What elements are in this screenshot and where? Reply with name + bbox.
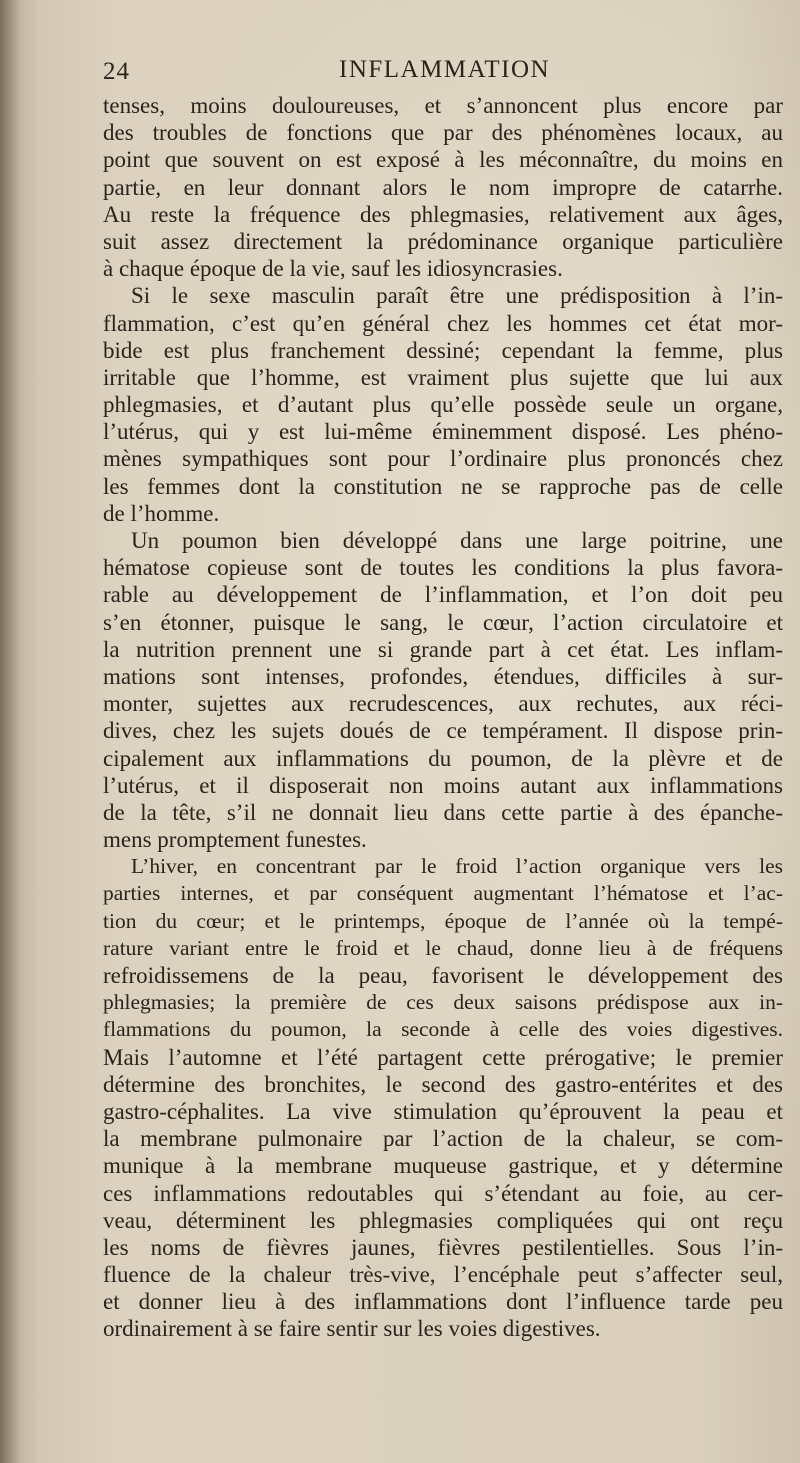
- text-line: Un poumon bien développé dans une large poitrine, une: [131, 528, 783, 553]
- gutter-shadow: [0, 0, 22, 1463]
- text-line: fluence de la chaleur très-vive, l’encéphale peut s’affecter seul,: [103, 1262, 783, 1288]
- text-line: mènes sympathiques sont pour l’ordinaire plus prononcés chez: [103, 446, 783, 472]
- page-header: [103, 58, 703, 94]
- text-line: parties internes, et par conséquent augmentant l’hématose et l’ac-: [103, 881, 783, 906]
- text-line: Au reste la fréquence des phlegmasies, relativement aux âges,: [103, 201, 783, 227]
- page-number: 24: [103, 58, 130, 85]
- text-line: la membrane pulmonaire par l’action de la chaleur, se com-: [103, 1126, 783, 1152]
- text-line: mens promptement funestes.: [103, 827, 367, 853]
- text-line: flammations du poumon, la seconde à celle des voies digestives.: [103, 1017, 783, 1042]
- text-line: à chaque époque de la vie, sauf les idiosyncrasies.: [103, 256, 563, 282]
- text-body: [103, 92, 783, 1343]
- text-line: l’utérus, qui y est lui-même éminemment disposé. Les phéno-: [103, 419, 783, 445]
- text-line: partie, en leur donnant alors le nom impropre de catarrhe.: [103, 174, 783, 200]
- running-title: INFLAMMATION: [339, 56, 551, 83]
- text-line: tenses, moins douloureuses, et s’annoncent plus encore par: [103, 93, 783, 118]
- text-line: hématose copieuse sont de toutes les conditions la plus favora-: [103, 555, 783, 581]
- text-line: veau, déterminent les phlegmasies compliquées qui ont reçu: [103, 1207, 783, 1233]
- text-line: Si le sexe masculin paraît être une prédisposition à l’in-: [131, 283, 783, 309]
- text-line: suit assez directement la prédominance organique particulière: [103, 228, 783, 254]
- text-line: phlegmasies; la première de ces deux saisons prédispose aux in-: [103, 990, 783, 1015]
- text-line: les noms de fièvres jaunes, fièvres pestilentielles. Sous l’in-: [103, 1234, 783, 1260]
- text-line: tion du cœur; et le printemps, époque de l’année où la tempé-: [103, 908, 783, 933]
- text-line: bide est plus franchement dessiné; cependant la femme, plus: [103, 337, 783, 363]
- text-line: et donner lieu à des inflammations dont l’influence tarde peu: [103, 1289, 783, 1315]
- text-line: détermine des bronchites, le second des gastro-entérites et des: [103, 1071, 783, 1097]
- text-line: s’en étonner, puisque le sang, le cœur, l’action circulatoire et: [103, 609, 783, 635]
- text-line: point que souvent on est exposé à les méconnaître, du moins en: [103, 147, 783, 173]
- text-line: des troubles de fonctions que par des phénomènes locaux, au: [103, 120, 783, 146]
- text-line: de l’homme.: [103, 500, 220, 526]
- text-line: de la tête, s’il ne donnait lieu dans cette partie à des épanche-: [103, 799, 783, 825]
- text-line: cipalement aux inflammations du poumon, de la plèvre et de: [103, 745, 783, 771]
- text-line: mations sont intenses, profondes, étendues, difficiles à sur-: [103, 663, 783, 689]
- text-line: ordinairement à se faire sentir sur les voies digestives.: [103, 1316, 601, 1342]
- text-line: rable au développement de l’inflammation, et l’on doit peu: [103, 582, 783, 608]
- text-line: rature variant entre le froid et le chaud, donne lieu à de fréquens: [103, 935, 783, 960]
- text-line: monter, sujettes aux recrudescences, aux rechutes, aux réci-: [103, 691, 783, 717]
- text-line: l’utérus, et il disposerait non moins autant aux inflammations: [103, 772, 783, 798]
- text-line: L’hiver, en concentrant par le froid l’action organique vers les: [131, 854, 783, 879]
- text-line: la nutrition prennent une si grande part à cet état. Les inflam-: [103, 636, 783, 662]
- text-line: dives, chez les sujets doués de ce tempérament. Il dispose prin-: [103, 718, 783, 744]
- text-line: ces inflammations redoutables qui s’étendant au foie, au cer-: [103, 1180, 783, 1206]
- text-line: irritable que l’homme, est vraiment plus sujette que lui aux: [103, 364, 783, 390]
- text-line: flammation, c’est qu’en général chez les hommes cet état mor-: [103, 310, 783, 336]
- text-line: gastro-céphalites. La vive stimulation qu’éprouvent la peau et: [103, 1098, 783, 1124]
- text-line: munique à la membrane muqueuse gastrique, et y détermine: [103, 1153, 783, 1179]
- text-line: les femmes dont la constitution ne se rapproche pas de celle: [103, 473, 783, 499]
- text-line: Mais l’automne et l’été partagent cette prérogative; le premier: [103, 1044, 783, 1070]
- text-line: refroidissemens de la peau, favorisent le développement des: [103, 963, 783, 988]
- text-line: phlegmasies, et d’autant plus qu’elle possède seule un organe,: [103, 392, 783, 418]
